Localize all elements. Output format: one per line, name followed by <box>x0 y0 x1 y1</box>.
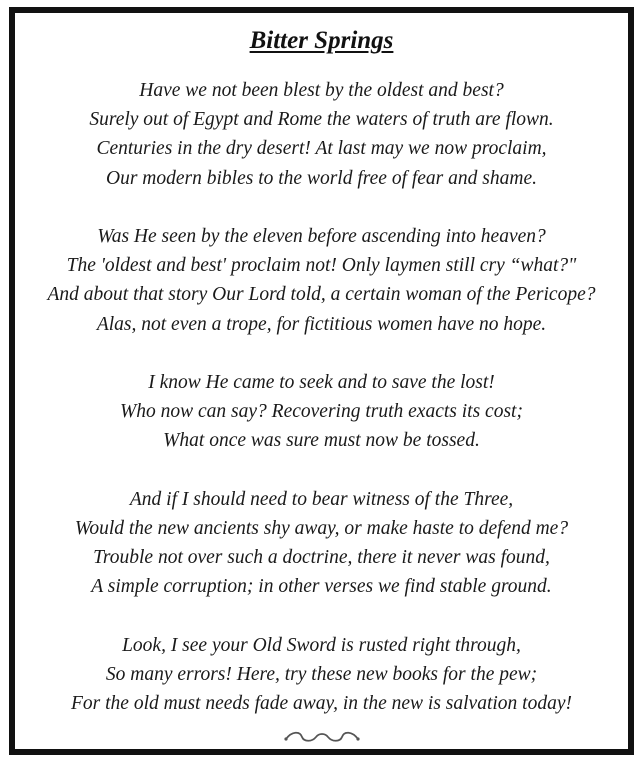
poem-line: Centuries in the dry desert! At last may we now proclaim, <box>96 138 547 160</box>
poem-line: Have we not been blest by the oldest and best? <box>139 80 504 101</box>
poem-line: Surely out of Egypt and Rome the waters of truth are flown. <box>89 109 554 131</box>
poem-line: Who now can say? Recovering truth exacts its cost; <box>120 401 523 423</box>
poem-line: And if I should need to bear witness of the Three, <box>129 488 514 510</box>
poem-title: Bitter Springs <box>249 27 394 54</box>
poem-line: Trouble not over such a doctrine, there it never was found, <box>93 547 550 569</box>
poem-line: Our modern bibles to the world free of fear and shame. <box>106 167 537 189</box>
poem-line: What once was sure must now be tossed. <box>163 430 480 452</box>
poem-line: Look, I see your Old Sword is rusted right through, <box>122 634 521 656</box>
stanza-5 <box>15 631 628 719</box>
stanza-2 <box>15 222 628 339</box>
poem-line: So many errors! Here, try these new books for the pew; <box>105 664 538 685</box>
poem-line: Was He seen by the eleven before ascending into heaven? <box>97 226 546 247</box>
poem-line: A simple corruption; in other verses we find stable ground. <box>91 576 552 598</box>
stanza-1 <box>15 76 628 193</box>
flourish-divider-icon <box>282 729 362 745</box>
poem-line: For the old must needs fade away, in the new is salvation today! <box>71 693 572 715</box>
stanza-4 <box>15 485 628 602</box>
poem-line: Alas, not even a trope, for fictitious women have no hope. <box>96 313 547 335</box>
poem-line: And about that story Our Lord told, a certain woman of the Pericope? <box>47 284 596 306</box>
stanza-3 <box>15 368 628 456</box>
poem-line: The 'oldest and best' proclaim not! Only laymen still cry “what?" <box>66 255 577 277</box>
poem-line: I know He came to seek and to save the lost! <box>148 372 495 393</box>
poem-body <box>15 76 628 748</box>
poem-card <box>9 7 634 755</box>
poem-line: Would the new ancients shy away, or make haste to defend me? <box>74 518 569 539</box>
